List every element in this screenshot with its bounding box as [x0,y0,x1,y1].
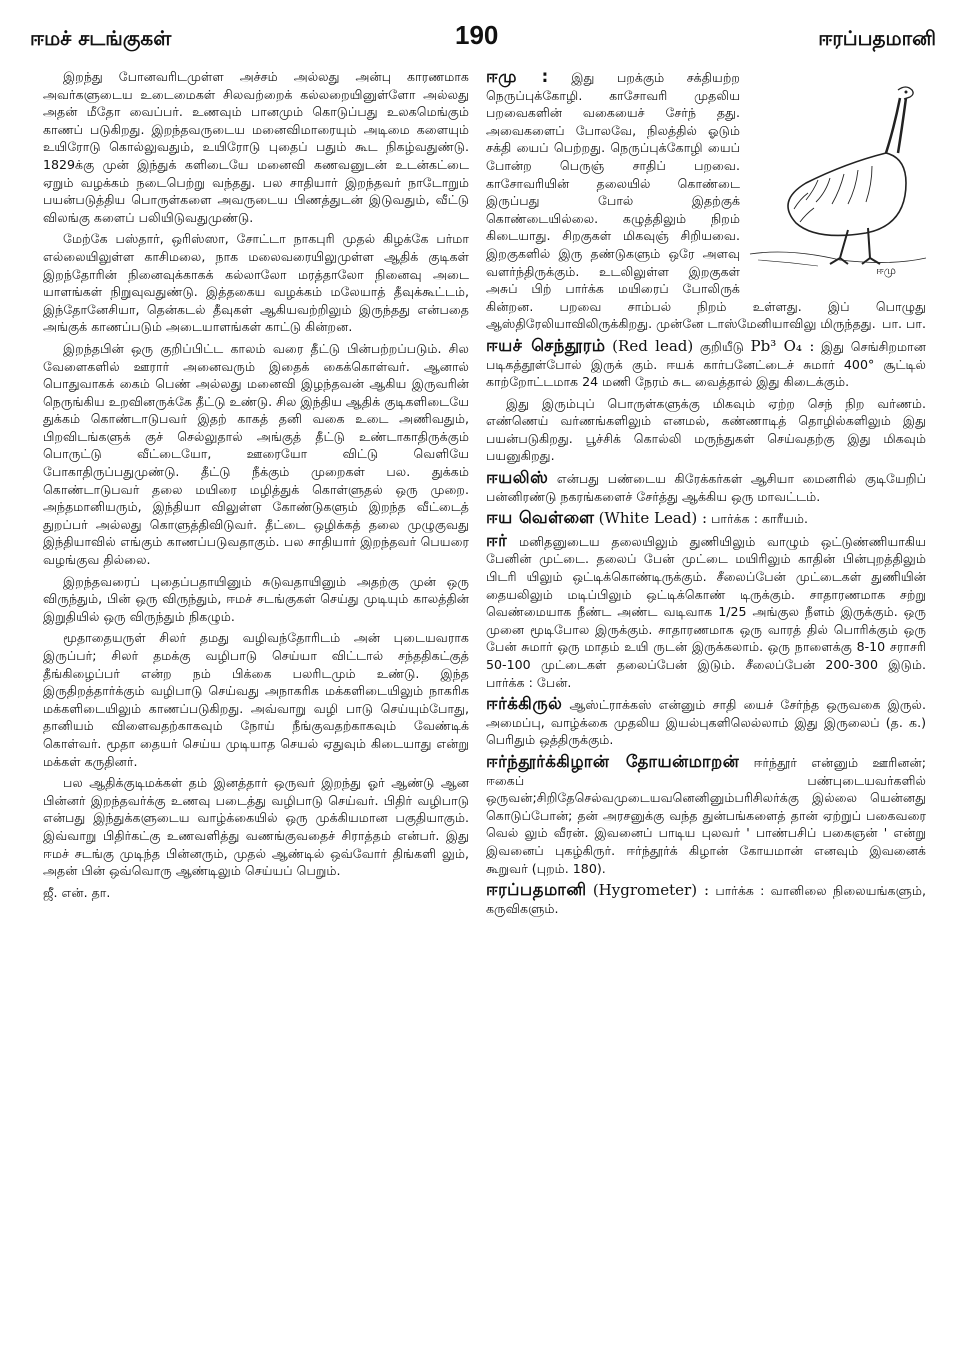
formula-label: குறியீடு [699,338,744,354]
chemical-formula: Pb³ O₄ : [750,336,815,355]
emu-illustration [748,68,926,278]
entry-text: ஈர்ந்தூர் என்னும் ஊரினன்; ஈகைப் பண்புடையவர்களில் ஒருவன்;சிறிதேசெல்வமுடையவனெனினும்பரிசிலர்க்கு இல்லை யென்னது கொடுப்போன்; தன் அரசனுக்கு வந்த துன்பங்களைத் தான் ஏற்றுப் பகைவரை வெல் லும் வீரன். இவனைப் பாடிய புலவர் ' பாண்பசிப் பகைஞன் ' என்று இவனைப் புகழ்கிருர். ஈர்ந்தூர்க் கிழான் கோயமான் எனவும் இவனைக் கூறுவர் (புறம். 180). [486,754,926,876]
header-left-title: ஈமச் சடங்குகள் [30,26,172,50]
headword: ஈர் [486,530,508,550]
paragraph: மூதாதையருள் சிலர் தமது வழிவந்தோரிடம் அன் புடையவராக இருப்பர்; சிலர் தமக்கு வழிபாடு செய்யா விட்டால் சந்ததிகட்குத் தீங்கிழைப்பர் என்ற நம் பிக்கை பலரிடமும் உண்டு. இந்த இருதிறத்தார்க்கும் வழிபாடு செய்வது அநாகரிக மக்களிடையிலும் நாகரிக மக்களிடையிலும் காணப்படுகிறது. அவ்வாறு வழி பாடு செய்யும்போது, தானியம் விளைவதற்காகவும் நோய் நீங்குவதற்காகவும் வேண்டிக் கொள்வர். மூதா தையர் செய்ய முடியாத செயல் ஏதுவும் கிடையாது என்று மக்கள் கருதினர். [43,630,469,769]
entry-text: இது பறக்கும் சக்தியற்ற நெருப்புக்கோழி. காசோவரி முதலிய பறவைகளின் வகையைச் சேர்ந் தது. அவைகளைப் போலவே, நிலத்தில் ஓடும் சக்தி யைப் பெற்றது. நெருப்புக்கோழி யைப் போன்ற பெருஞ் சாதிப் பறவை. காசோவரியின் தலையில் கொண்டை இருப்பது போல் இதற்குக் கொண்டையில்லை. கழுத்திலும் நிறம் கிடையாது. சிறகுகள் மிகவுஞ் சிறியவை. இறகுகளில் இரு தண்டுகளும் ஒரே அளவு வளர்ந்திருக்கும். உடலிலுள்ள இறகுகள் அசுப் பிற் பார்க்க மயிரைப் போலிருக் கின்றன. பறவை சாம்பல் நிறம் உள்ளது. இப் பொழுது ஆஸ்திரேலியாவிலிருக்கிறது. முன்னே டாஸ்மேனியாவிலு மிருந்தது. [486,70,926,332]
left-column [43,68,469,905]
entry-text: இது இரும்புப் பொருள்களுக்கு மிகவும் ஏற்ற செந் நிற வர்ணம். எண்ணெய் வர்ணங்களிலும் எனமல், கண்ணாடித் தொழில்களிலும் இது பயன்படுகிறது. பூச்சிக் கொல்லி மருந்துகள் செய்வதற்கு இது மிகவும் பயனுகிறது. [486,395,926,464]
paragraph: பல ஆதிக்குடிமக்கள் தம் இனத்தார் ஒருவர் இறந்து ஓர் ஆண்டு ஆன பின்னர் இறந்தவர்க்கு உணவு படைத்து வழிபாடு செய்வர். பிதிர் வழிபாடு என்பது இந்துக்களுடைய வாழ்க்கையில் ஒரு முக்கியமான பகுதியாகும். இவ்வாறு பிதிர்கட்கு உணவளித்து வணங்குவதைச் சிராத்தம் என்பர். இது ஈமச் சடங்கு முடிந்த பின்னரும், முதல் ஆண்டில் ஒவ்வோர் திங்களி லும், அதன் பின் ஒவ்வொரு ஆண்டிலும் செய்யப் பெறும். [43,775,469,879]
headword: ஈர்ந்தூர்க்கிழான் தோயன்மாறன் [486,751,740,771]
headword-latin: (Red lead) [612,336,694,355]
entry-louse-egg [486,532,926,691]
paragraph: இறந்தபின் ஒரு குறிப்பிட்ட காலம் வரை தீட்டு பின்பற்றப்படும். சில வேளைகளில் ஊரார் அனைவரும் இதைக் கைக்கொள்வர். ஆனால் பொதுவாகக் கைம் பெண் அல்லது மனைவி இழந்தவன் ஆகிய இருவரின் நெருங்கிய உறவினருக்கே தீட்டு உண்டு. சில இந்திய ஆதிக் குடிகளிடையே துக்கம் கொண்டாடுபவர் இதற் காகத் தனி வகை உடை அணிவதும், பிறவிடங்களுக் குச் செல்லுதால் அங்குத் தீட்டு உண்டாகாதிருக்கும் பொருட்டு வீட்டையோ, ஊரையோ விட்டு வெளியே போகாதிருப்பதுமுண்டு. தீட்டு நீக்கும் முறைகள் பல. துக்கம் கொண்டாடுபவர் தலை மயிரை மழித்துக் கொள்ளுதல் ஒரு முறை. அந்தமானியரும், இந்தியா விலுள்ள கோண்டுகளும் இறந்த வீட்டைத் துறப்பர் அல்லது கொளுத்திவிடுவர். தீட்டை ஒழிக்கத் தலை முழுகுவது இந்தியாவில் எங்கும் காணப்படுவதாகும். பல சாதியார் இறந்தவர் பெயரை வழங்குவ தில்லை. [43,340,470,568]
paragraph: இறந்தவரைப் புதைப்பதாயினும் சுடுவதாயினும் அதற்கு முன் ஒரு விருந்தும், பின் ஒரு விருந்தும், ஈமச் சடங்குகள் செய்து முடியும் காலத்தின் இறுதியில் ஒரு விருந்தும் நிகழும். [43,573,469,624]
entry-text: இது செங்சிறமான படிகத்தூள்போல் இருக் கும். ஈயக் கார்பனேட்டைச் சுமார் 400° சூட்டில் காற்றோட்டமாக 24 மணி நேரம் சுட வைத்தால் இது கிடைக்கும். [486,338,926,390]
emu-caption: ஈமு [876,264,896,277]
paragraph: இறந்து போனவரிடமுள்ள அச்சம் அல்லது அன்பு காரணமாக அவர்களுடைய உடைமைகள் சிலவற்றைக் கல்லறையினுள்ளோ அல்லது அதன் மீதோ வைப்பர். உணவும் பானமும் கொடுப்பது உலகமெங்கும் காணப் படுகிறது. இறந்தவருடைய மனைவிமாரையும் அடிமை களையும் உயிரோடு கொல்லுவதும், உயிரோடு புதைப் பதும் கூட நிகழ்வதுண்டு. 1829க்கு முன் இந்துக் களிடையே மனைவி கணவனுடன் உடன்கட்டை ஏறும் வழக்கம் நடைபெற்று வந்தது. பல சாதியார் இறந்தவர் நாடோறும் பயன்படுத்திய பொருள்களை அவருடைய பிணத்துடன் இடுவதும், வீட்டு விலங்கு களைப் பலியிடுவதுமுண்டு. [43,69,469,225]
paragraph: மேற்கே பஸ்தார், ஒரிஸ்ஸா, சோட்டா நாகபுரி முதல் கிழக்கே பர்மா எல்லையிலுள்ள காசிமலை, நாக மலைவரையிலுமுள்ள ஆதிக் குடிகள் இறந்தோரின் நினைவுக்காகக் கல்லாலோ மரத்தாலோ நினைவு அடை யாளங்கள் நிறுவுவதுண்டு. இத்தகைய வழக்கம் மலேயாத் தீவுக்கூட்டம், இந்தோனேசியா, தென்கடல் தீவுகள் ஆகியவற்றிலும் இருந்தது என்பதை அங்குக் காணப்படும் அடையாளங்கள் காட்டு கின்றன. [43,231,469,335]
right-column [486,68,926,921]
author-signature: பா. பா. [882,316,926,332]
headword: ஈயலிஸ் [486,468,549,488]
entry-emu [486,68,926,337]
headword-latin: (Hygrometer) : [592,881,710,900]
entry-hygrometer [486,881,926,917]
header-right-title: ஈரப்பதமானி [818,26,936,50]
headword: ஈய வெள்ளை [486,508,595,528]
headword: ஈர்க்கிருல் [486,694,563,714]
author-signature: ஜீ. என். தா. [43,884,111,900]
headword: ஈரப்பதமானி [486,880,587,900]
emu-drawing [748,68,926,278]
entry-text: பார்க்க : வானிலை நிலையங்களும், கருவிகளும். [486,883,926,916]
page-number: 190 [455,20,499,50]
headword: ஈமு : [486,67,549,86]
entry-text: மனிதனுடைய தலையிலும் துணியிலும் வாழும் ஒட்டுண்ணியாகிய பேனின் முட்டை. தலைப் பேன் முட்டை மயிரிலும் காதின் பின்புறத்திலும் பிடரி யிலும் ஒட்டிக்கொண்டிருக்கும். சீலைப்பேன் முட்டைகள் துணியின் தையலிலும் மடிப்பிலும் ஒட்டிக்கொண் டிருக்கும். சாதாரணமாக சற்று வெண்மையாக நீண்ட அண்ட வடிவாக 1/25 அங்குல நீளம் இருக்கும். ஒரு முனை மூடிபோல இருக்கும். சாதாரணமாக ஒரு வாரத் தில் பொரிக்கும் ஒரு பேன் சுமார் ஒரு மாதம் உயி ருடன் இருக்கலாம். ஒரு நாளைக்கு 8-10 சராசரி 50-100 முட்டைகள் தலைப்பேன் இடும். சீலைப்பேன் 200-300 இடும். பார்க்க : பேன். [486,533,926,690]
entry-white-lead [486,509,926,528]
running-header [0,20,966,60]
headword-latin: (White Lead) : [598,509,708,528]
entry-red-lead [486,337,926,465]
entry-iyalis [486,469,926,505]
entry-poet [486,753,926,877]
entry-kidney [486,695,926,749]
headword: ஈயச் செந்தூரம் [486,335,606,355]
entry-text: என்பது பண்டைய கிரேக்கர்கள் ஆசியா மைனரில் குடியேறிப் பன்னிரண்டு நகரங்களைச் சேர்த்து ஆக்கிய ஒரு மாவட்டம். [486,471,926,504]
entry-text: பார்க்க : காரீயம். [711,511,809,527]
entry-text: ஆஸ்ட்ராக்கஸ் என்னும் சாதி யைச் சேர்ந்த ஒருவகை இருல். அமைப்பு, வாழ்க்கை முதலிய இயல்புகளிலெல்லாம் இது இருலைப் (த. க.) பெரிதும் ஒத்திருக்கும். [486,697,926,748]
